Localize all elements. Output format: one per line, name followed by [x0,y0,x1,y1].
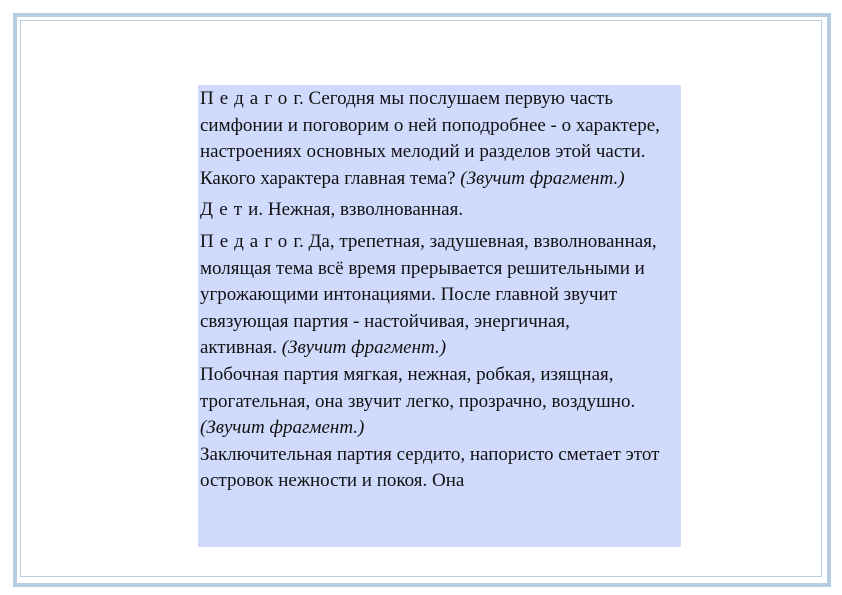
paragraph-closing-theme [200,442,681,495]
stage-direction: (Звучит фрагмент.) [460,167,625,189]
paragraph-text: Заключительная партия сердито, напористо сметает этот островок нежности и покоя. Она [200,443,660,492]
stage-direction: (Звучит фрагмент.) [200,417,365,439]
paragraph-text: Побочная партия мягкая, нежная, робкая, изящная, трогательная, она звучит легко, прозрачно, воздушно. [200,363,636,412]
speaker-label: Дет [200,199,249,221]
speaker-label: Педаго [200,88,294,109]
paragraph-teacher-1 [200,86,681,192]
paragraph-children [200,197,681,224]
paragraph-text-continued: активная. [200,337,282,359]
stage-direction: (Звучит фрагмент.) [281,337,447,359]
speaker-label-end: г. [293,88,304,109]
paragraph-text: Да, трепетная, задушевная, взволнованная, молящая тема всё время прерывается решительными и угрожающими интонациями. После главной звучит связующая партия - настойчивая, энергичная, [200,230,657,332]
speaker-label: Педаго [200,230,294,252]
paragraph-teacher-2 [200,229,681,362]
speaker-label-end: и. [248,199,264,221]
paragraph-secondary-theme [200,362,681,442]
speaker-label-end: г. [293,230,304,252]
paragraph-text: Сегодня мы послушаем первую часть симфонии и поговорим о ней поподробнее - о характере, настроениях основных мелодий и разделов этой части. Какого характера главная тема? [200,88,660,189]
dialogue-text-box [198,85,681,547]
paragraph-text: Нежная, взволнованная. [263,199,464,221]
